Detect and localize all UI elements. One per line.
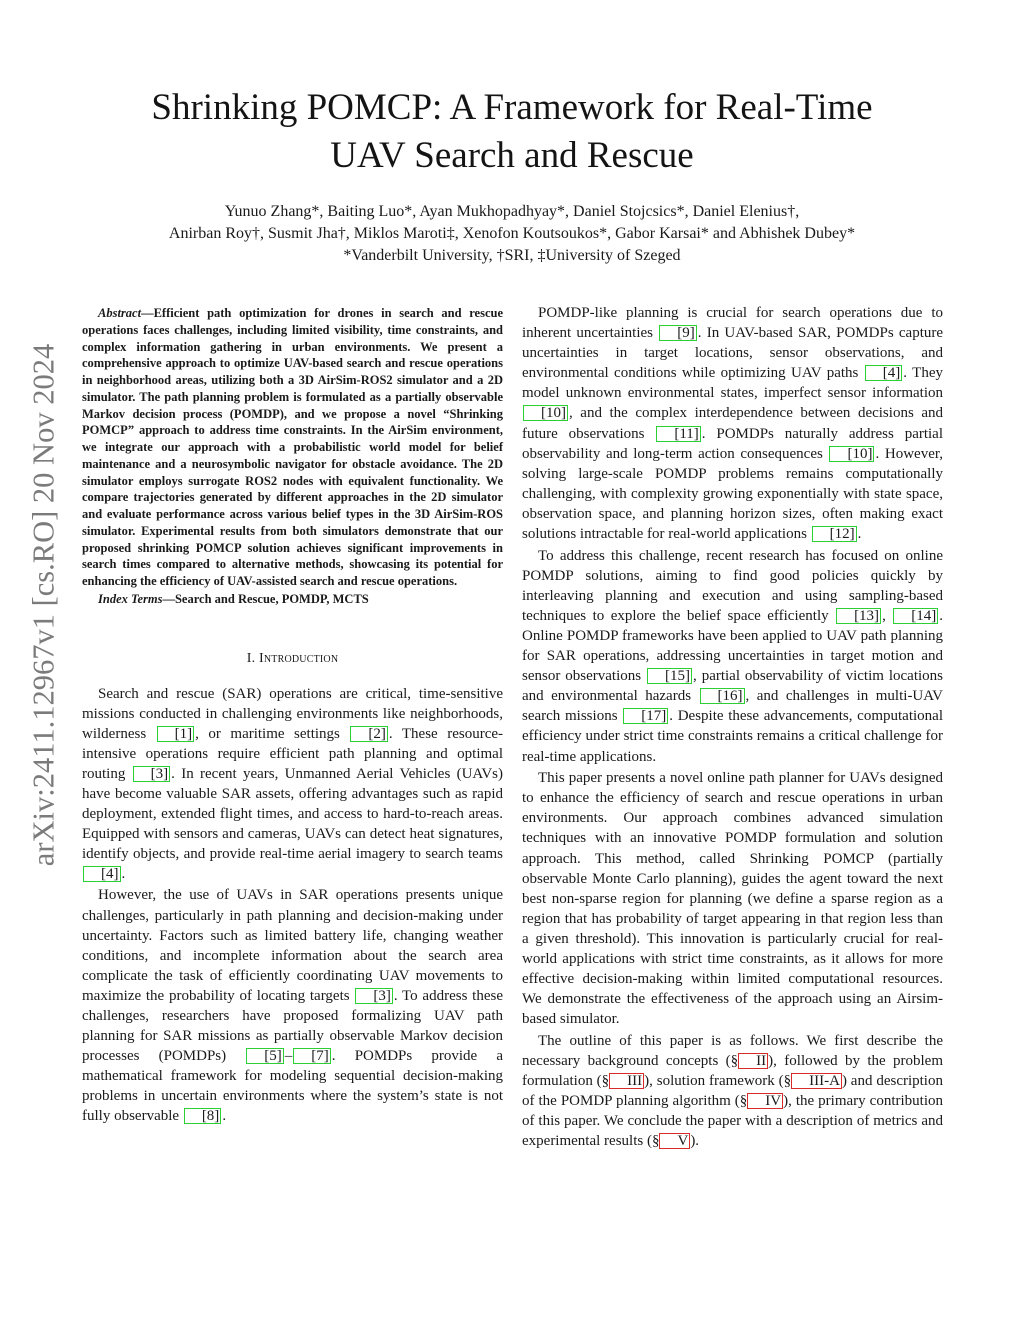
citation-link[interactable]: [1] — [157, 726, 195, 742]
arxiv-identifier-stamp: arXiv:2411.12967v1 [cs.RO] 20 Nov 2024 — [26, 343, 61, 867]
section-reference-link[interactable]: IV — [747, 1093, 783, 1109]
paper-title — [0, 84, 1024, 180]
index-terms-paragraph: Index Terms—Search and Rescue, POMDP, MCTS — [98, 591, 369, 606]
citation-link[interactable]: [14] — [893, 608, 938, 624]
intro-paragraph-4: To address this challenge, recent research has focused on online POMDP solutions, aiming to find good policies quickly by interleaving planning and execution and using sampling-based techniques to explore the belief space efficiently [13] , [14] . Online POMDP frameworks have been applied to UAV path planning for SAR operations, addressing uncertainties in target motion and sensor observations [15] , partial observability of victim locations and environmental hazards [16] , and challenges in multi-UAV search missions [17] . Despite these advancements, computational efficiency under strict time constraints remains a critical challenge for real-time applications. — [522, 547, 944, 765]
citation-link[interactable]: [3] — [133, 766, 171, 782]
citation-link[interactable]: [8] — [184, 1108, 222, 1124]
intro-paragraph-2: However, the use of UAVs in SAR operations presents unique challenges, particularly in path planning and decision-making under uncertainty. Factors such as limited battery life, changing weather conditions, and incomplete information about the search area complicate the task of efficiently coordinating UAV movements to maximize the probability of locating targets [3] . To address these challenges, researchers have proposed formalizing UAV path planning for SAR missions as partially observable Markov decision processes (POMDPs) [5] – [7] . POMDPs provide a mathematical framework for modeling sequential decision-making problems in uncertain environments where the system’s state is not fully observable [8] . — [82, 887, 503, 1125]
citation-link[interactable]: [5] — [246, 1048, 284, 1064]
citation-link[interactable]: [7] — [293, 1048, 331, 1064]
citation-link[interactable]: [16] — [700, 688, 745, 704]
abstract-text: Efficient path optimization for drones in search and rescue operations faces challenges, including limited visibility, time constraints, and complex information gathering in urban environments. We present a comprehensive approach to optimize UAV-based search and rescue operations in neighborhood areas, utilizing both a 3D AirSim-ROS2 simulator and a 2D simulator. The path planning problem is formulated as a partially observable Markov decision process (POMDP), and we propose a novel “Shrinking POMCP” approach to address time constraints. In the AirSim environment, we integrate our approach with a probabilistic world model for belief maintenance and a neurosymbolic navigator for obstacle avoidance. The 2D simulator employs surrogate ROS2 nodes with equivalent functionality. We compare trajectories generated by different approaches in the 2D simulator and evaluate performance across various belief types in the 3D AirSim-ROS simulator. Experimental results from both simulators demonstrate that our proposed shrinking POMCP solution achieves significant improvements in search times compared to alternative methods, showcasing its potential for enhancing the efficiency of UAV-assisted search and rescue operations. — [82, 306, 503, 588]
citation-link[interactable]: [10] — [523, 405, 568, 421]
citation-link[interactable]: [10] — [829, 446, 874, 462]
section-reference-link[interactable]: II — [738, 1053, 768, 1069]
abstract — [82, 305, 503, 608]
intro-paragraph-1: Search and rescue (SAR) operations are critical, time-sensitive missions conducted in challenging environments like neighborhoods, wilderness [1] , or maritime settings [2] . These resource-intensive operations require efficient path planning and optimal routing [3] . In recent years, Unmanned Aerial Vehicles (UAVs) have become valuable SAR assets, offering advantages such as rapid deployment, extended flight times, and access to hard-to-reach areas. Equipped with sensors and cameras, UAVs can detect heat signatures, identify objects, and provide real-time aerial imagery to search teams [4] . — [82, 685, 504, 883]
section-reference-link[interactable]: III-A — [791, 1073, 842, 1089]
citation-link[interactable]: [17] — [623, 708, 668, 724]
left-column — [82, 305, 503, 1127]
index-terms-text: Search and Rescue, POMDP, MCTS — [174, 591, 369, 606]
title-line-2: UAV Search and Rescue — [330, 135, 694, 176]
intro-paragraph-6: The outline of this paper is as follows. We first describe the necessary background concepts (§ II ), followed by the problem formulation (§ III ), solution framework (§ III-A ) and description of the POMDP planning algorithm (§ IV ), the primary contribution of this paper. We conclude the paper with a description of metrics and experimental results (§ V ). — [522, 1032, 943, 1150]
section-title: Introduction — [258, 650, 339, 666]
authors-line-1: Yunuo Zhang*, Baiting Luo*, Ayan Mukhopadhyay*, Daniel Stojcsics*, Daniel Elenius†, — [224, 203, 800, 220]
intro-paragraph-5: This paper presents a novel online path planner for UAVs designed to enhance the efficiency of search and rescue operations in urban environments. Our approach combines advanced simulation techniques with an innovative POMDP formulation and solution approach. This method, called Shrinking POMCP (partially observable Monte Carlo planning), guides the agent toward the next best non-sparse region for planning (we define a sparse region as a region that has probability of target appearing in that region less than a given threshold). This innovation is particularly crucial for real-world applications with strict time constraints, as it allows for more effective decision-making within limited computational resources. We demonstrate the effectiveness of the approach using an Airsim-based simulator. — [522, 770, 943, 1028]
section-reference-link[interactable]: III — [609, 1073, 644, 1089]
author-block — [0, 201, 1024, 267]
abstract-label: Abstract — [98, 306, 142, 320]
citation-link[interactable]: [2] — [350, 726, 388, 742]
intro-paragraph-3: POMDP-like planning is crucial for search operations due to inherent uncertainties [9] . In UAV-based SAR, POMDPs capture uncertainties in target locations, sensor observations, and environmental conditions while optimizing UAV paths [4] . They model unknown environmental states, imperfect sensor information [10] , and the complex interdependence between decisions and future observations [11] . POMDPs naturally address partial observability and long-term action consequences [10] . However, solving large-scale POMDP problems remains computationally challenging, with complexity growing exponentially with state space, observation space, and planning horizon sizes, often making exact solutions intractable for real-world applications [12] . — [522, 305, 944, 543]
authors-line-2: Anirban Roy†, Susmit Jha†, Miklos Maroti‡, Xenofon Koutsoukos*, Gabor Karsai* and Abhishek Dubey* — [168, 225, 856, 242]
section-number: I. — [246, 650, 256, 666]
citation-link[interactable]: [12] — [812, 526, 857, 542]
index-terms-label: Index Terms — [98, 591, 163, 606]
citation-link[interactable]: [13] — [836, 608, 881, 624]
citation-link[interactable]: [15] — [647, 668, 692, 684]
section-heading-introduction — [82, 651, 503, 667]
citation-link[interactable]: [4] — [83, 866, 121, 882]
right-column — [522, 303, 943, 1151]
abstract-paragraph: Abstract—Efficient path optimization for drones in search and rescue operations faces challenges, including limited visibility, time constraints, and complex information gathering in urban environments. We present a comprehensive approach to optimize UAV-based search and rescue operations in neighborhood areas, utilizing both a 3D AirSim-ROS2 simulator and a 2D simulator. The path planning problem is formulated as a partially observable Markov decision process (POMDP), and we propose a novel “Shrinking POMCP” approach to address time constraints. In the AirSim environment, we integrate our approach with a probabilistic world model for belief maintenance and a neurosymbolic navigator for obstacle avoidance. The 2D simulator employs surrogate ROS2 nodes with equivalent functionality. We compare trajectories generated by different approaches in the 2D simulator and evaluate performance across various belief types in the 3D AirSim-ROS simulator. Experimental results from both simulators demonstrate that our proposed shrinking POMCP solution achieves significant improvements in search times compared to alternative methods, showcasing its potential for enhancing the efficiency of UAV-assisted search and rescue operations. — [82, 306, 503, 588]
citation-link[interactable]: [3] — [355, 988, 393, 1004]
section-reference-link[interactable]: V — [659, 1133, 690, 1149]
citation-link[interactable]: [9] — [659, 325, 697, 341]
affiliations: *Vanderbilt University, †SRI, ‡University of Szeged — [343, 247, 681, 264]
title-line-1: Shrinking POMCP: A Framework for Real-Time — [151, 87, 873, 128]
citation-link[interactable]: [11] — [656, 426, 700, 442]
citation-link[interactable]: [4] — [865, 365, 903, 381]
